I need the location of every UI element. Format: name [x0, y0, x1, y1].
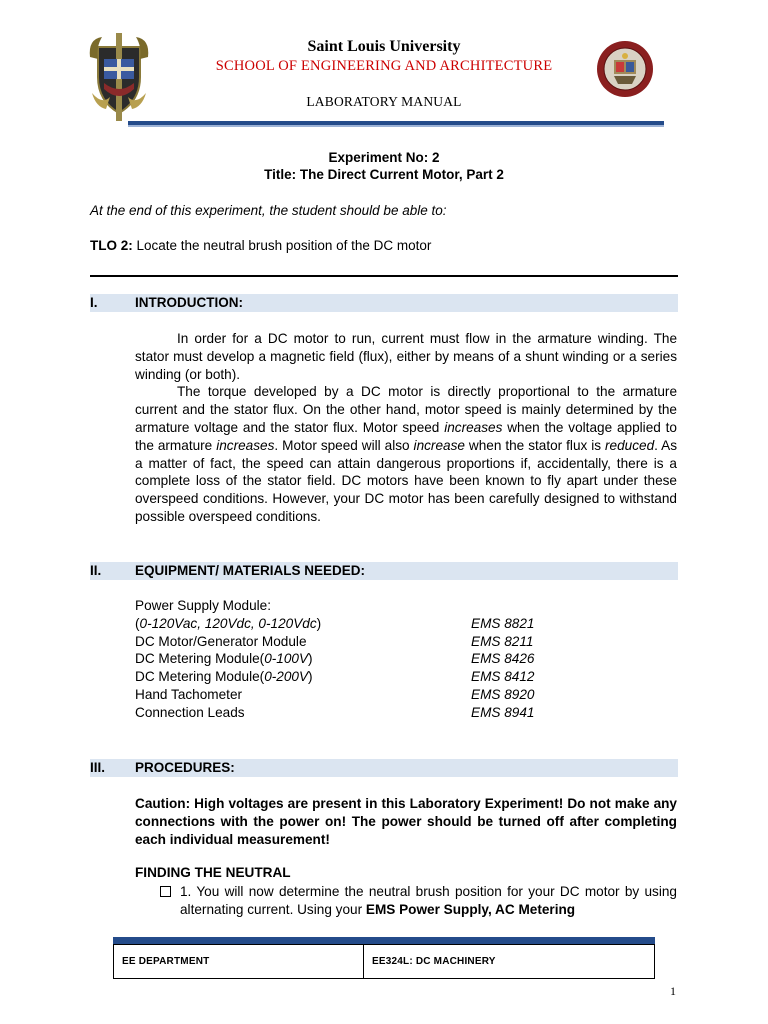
intro-paragraph: In order for a DC motor to run, current must flow in the armature winding. The stator must develop a magnetic field (flux), either by means of a shunt winding or a series winding (or both).: [135, 331, 677, 382]
footer-table: [113, 944, 655, 979]
university-name: Saint Louis University: [307, 38, 461, 55]
experiment-number: Experiment No: 2: [328, 150, 440, 165]
procedure-step: 1. You will now determine the neutral brush position for your DC motor by using alternating current. Using your EMS Power Supply, AC Metering: [180, 884, 677, 917]
equipment-code: EMS 8821: [471, 615, 535, 631]
list-item: [135, 686, 595, 704]
list-item: [135, 597, 595, 615]
section-heading: PROCEDURES:: [135, 760, 235, 775]
introduction-body: [135, 330, 677, 526]
list-item: [135, 615, 595, 633]
equipment-spec: (0-120Vac, 120Vdc, 0-120Vdc): [135, 615, 322, 631]
list-item: [135, 704, 595, 722]
tlo-text: Locate the neutral brush position of the DC motor: [132, 238, 432, 253]
caution-notice: Caution: High voltages are present in this Laboratory Experiment! Do not make any connections with the power on! The power should be turned off after completing each individual measurement!: [135, 796, 677, 847]
footer-department: EE DEPARTMENT: [114, 945, 364, 978]
equipment-name: Connection Leads: [135, 704, 245, 720]
equipment-name: Power Supply Module:: [135, 598, 272, 613]
experiment-title: Title: The Direct Current Motor, Part 2: [264, 167, 504, 182]
objective-intro: At the end of this experiment, the student should be able to:: [90, 203, 447, 218]
header-divider: [128, 121, 664, 125]
section-number: III.: [90, 760, 106, 775]
section-number: II.: [90, 563, 102, 578]
equipment-code: EMS 8920: [471, 686, 535, 702]
equipment-name: DC Metering Module(0-100V): [135, 651, 313, 667]
footer-divider: [113, 937, 655, 944]
section-heading: EQUIPMENT/ MATERIALS NEEDED:: [135, 563, 366, 578]
list-item: [135, 668, 595, 686]
learning-outcome: [90, 238, 431, 253]
section-number: I.: [90, 295, 98, 310]
school-name: SCHOOL OF ENGINEERING AND ARCHITECTURE: [215, 58, 553, 74]
step-checkbox[interactable]: [160, 886, 171, 897]
equipment-name: DC Metering Module(0-200V): [135, 669, 313, 685]
equipment-name: DC Motor/Generator Module: [135, 633, 307, 649]
section-heading: INTRODUCTION:: [135, 295, 243, 310]
page-number: 1: [670, 984, 676, 998]
equipment-code: EMS 8412: [471, 669, 535, 685]
tlo-label: TLO 2:: [90, 238, 133, 253]
subsection-heading: FINDING THE NEUTRAL: [135, 865, 291, 880]
equipment-code: EMS 8211: [471, 633, 534, 649]
section-divider: [90, 275, 678, 277]
list-item: [135, 650, 595, 668]
equipment-list: [135, 597, 595, 722]
list-item: [135, 633, 595, 651]
footer-course: EE324L: DC MACHINERY: [372, 956, 496, 967]
manual-title: LABORATORY MANUAL: [306, 94, 462, 109]
equipment-code: EMS 8941: [471, 704, 535, 720]
equipment-code: EMS 8426: [471, 651, 535, 667]
intro-paragraph: The torque developed by a DC motor is directly proportional to the armature current and the stator flux. On the other hand, motor speed is mainly determined by the armature voltage and the stator flux. Motor speed increases when the voltage applied to the armature increases. Motor speed will also increase when the stator flux is reduced. As a matter of fact, the speed can attain dangerous proportions if, accidentally, there is a complete loss of the stator field. DC motors have been known to fly apart under these overspeed conditions. However, your DC motor has been carefully designed to withstand possible overspeed conditions.: [135, 384, 677, 524]
equipment-name: Hand Tachometer: [135, 686, 243, 702]
